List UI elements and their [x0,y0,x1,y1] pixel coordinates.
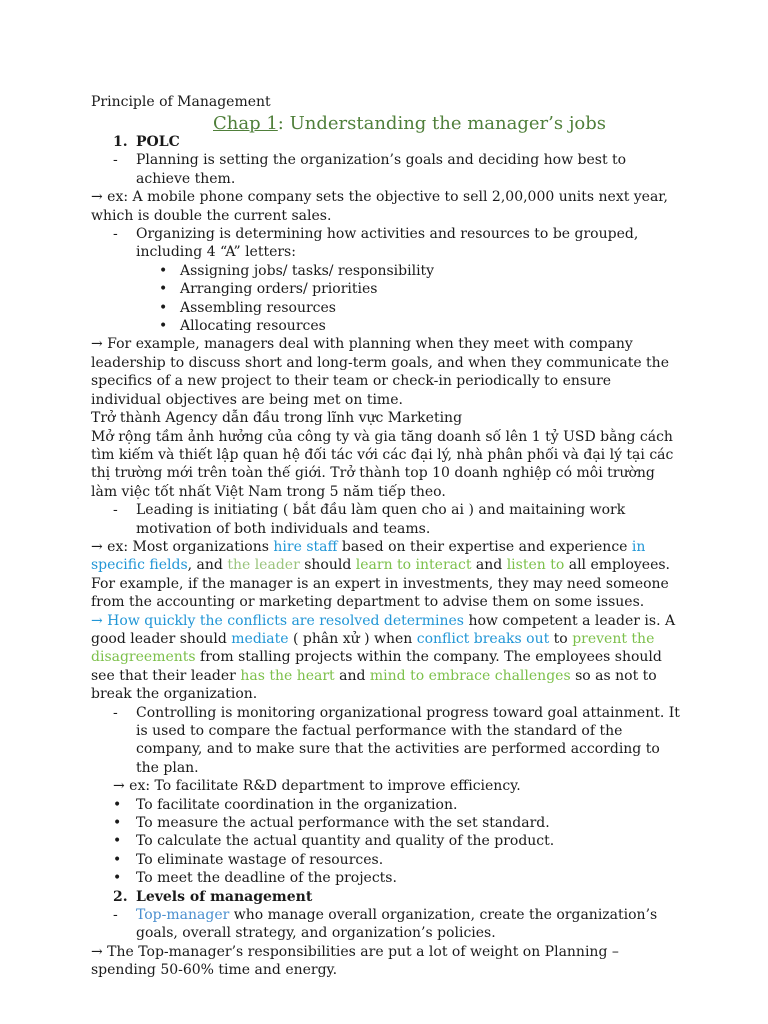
bullet-marker: • [113,833,122,850]
highlight-the-leader: the leader [227,557,300,574]
list-item-organizing [113,225,683,262]
text-run: all employees. For example, if the manager is an expert in investments, they may need someone from the accounting or marketing department to advise them on some issues. [91,557,671,611]
bullet-marker: • [159,299,168,316]
section-heading-levels [113,888,683,906]
chapter-label: Chap 1 [213,113,278,134]
section-number: 2. [113,888,128,905]
list-item-leading [113,501,683,538]
bullet-item [113,851,683,869]
dash-marker: - [113,502,118,519]
highlight-conflicts-resolved: → How quickly the conflicts are resolved determines [91,612,464,629]
bullet-text: Assigning jobs/ tasks/ responsibility [180,262,435,279]
conflict-paragraph [91,612,683,704]
text-run: ( phân xử ) when [288,630,417,647]
dash-marker: - [113,152,118,169]
text-run: → ex: Most organizations [91,538,274,555]
highlight-top-manager: Top-manager [136,907,230,924]
bullet-text: Allocating resources [180,318,326,335]
bullet-marker: • [159,281,168,298]
highlight-conflict-breaks-out: conflict breaks out [416,630,550,647]
text-run: based on their expertise and experience [337,538,632,555]
controlling-example: → ex: To facilitate R&D department to improve efficiency. [113,778,521,795]
bullet-item [113,796,683,814]
planning-text: Planning is setting the organization’s goals and deciding how best to achieve them. [136,152,627,187]
section-title: Levels of management [136,888,313,905]
document-body [91,133,683,980]
highlight-specific-fields: in specific fields [91,538,646,574]
controlling-text: Controlling is monitoring organizational progress toward goal attainment. It is used to compare the factual performance with the standard of the company, and to make sure that the activities are performed according to the plan. [136,704,680,776]
highlight-embrace-challenges: mind to embrace challenges [369,667,571,684]
bullet-marker: • [159,262,168,279]
bullet-item [159,317,683,335]
course-title: Principle of Management [91,94,271,110]
bullet-marker: • [159,318,168,335]
highlight-has-the-heart: has the heart [240,667,335,684]
bullet-marker: • [113,851,122,868]
text-run: how competent a leader is. A good leader should [91,612,676,647]
bullet-marker: • [113,815,122,832]
text-run: and [334,667,370,684]
planning-example: → ex: A mobile phone company sets the objective to sell 2,00,000 units next year, which is double the current sales. [91,189,668,224]
bullet-text: To measure the actual performance with the set standard. [136,815,550,832]
section-title: POLC [136,134,180,150]
text-run: so as not to break the organization. [91,667,657,703]
highlight-listen-to: listen to [506,557,565,574]
bullet-item [113,814,683,832]
list-item-planning [113,151,683,188]
bullet-text: To calculate the actual quantity and quality of the product. [136,833,555,850]
bullet-item [159,262,683,280]
highlight-prevent-disagreements: prevent the disagreements [91,630,655,666]
highlight-hire-staff: hire staff [273,538,338,555]
bullet-text: To facilitate coordination in the organization. [136,796,458,813]
leading-text: Leading is initiating ( bắt đầu làm quen cho ai ) and maitaining work motivation of both individuals and teams. [136,502,626,537]
section-heading-polc [113,133,683,151]
bullet-marker: • [113,870,122,887]
organizing-text: Organizing is determining how activities and resources to be grouped, including 4 “A” letters: [136,226,639,261]
dash-marker: - [113,226,118,243]
vietnamese-line-1: Trở thành Agency dẫn đầu trong lĩnh vực Marketing [91,410,463,427]
list-item-controlling [113,704,683,778]
text-run: , and [187,557,228,574]
bullet-item [113,869,683,887]
dash-marker: - [113,704,118,721]
text-run: should [299,557,356,574]
bullet-text: Arranging orders/ priorities [180,281,378,298]
leading-example [91,538,683,612]
dash-marker: - [113,907,118,924]
text-run: from stalling projects within the company. The employees should see that their leader [91,649,662,684]
highlight-mediate: mediate [231,630,289,647]
chapter-title: : Understanding the manager’s jobs [277,113,606,134]
vietnamese-paragraph: Mở rộng tầm ảnh hưởng của công ty và gia tăng doanh số lên 1 tỷ USD bằng cách tìm kiếm và thiết lập quan hệ đối tác với các đại lý, nhà phân phối và đại lý tại các thị trường mới trên toàn thế giới. Trở thành top 10 doanh nghiệp có môi trường làm việc tốt nhất Việt Nam trong 5 năm tiếp theo. [91,428,674,500]
highlight-learn-to-interact: learn to interact [355,557,472,574]
text-run: to [549,630,573,647]
example-paragraph: → For example, managers deal with planning when they meet with company leadership to discuss short and long-term goals, and when they communicate the specifics of a new project to their team or check-in periodically to ensure individual objectives are being met on time. [91,336,669,408]
top-manager-text [136,906,683,943]
bullet-item [113,832,683,850]
bullet-marker: • [113,796,122,813]
bullet-item [159,299,683,317]
section-number: 1. [113,134,128,150]
bullet-item [159,280,683,298]
list-item-top-manager [113,906,683,943]
bullet-text: To eliminate wastage of resources. [136,851,384,868]
text-run: who manage overall organization, create the organization’s goals, overall strategy, and organization’s policies. [136,907,658,942]
text-run: and [471,557,507,574]
top-manager-responsibilities: → The Top-manager’s responsibilities are put a lot of weight on Planning – spending 50-60% time and energy. [91,943,619,979]
bullet-text: Assembling resources [180,299,336,316]
bullet-text: To meet the deadline of the projects. [136,870,397,887]
